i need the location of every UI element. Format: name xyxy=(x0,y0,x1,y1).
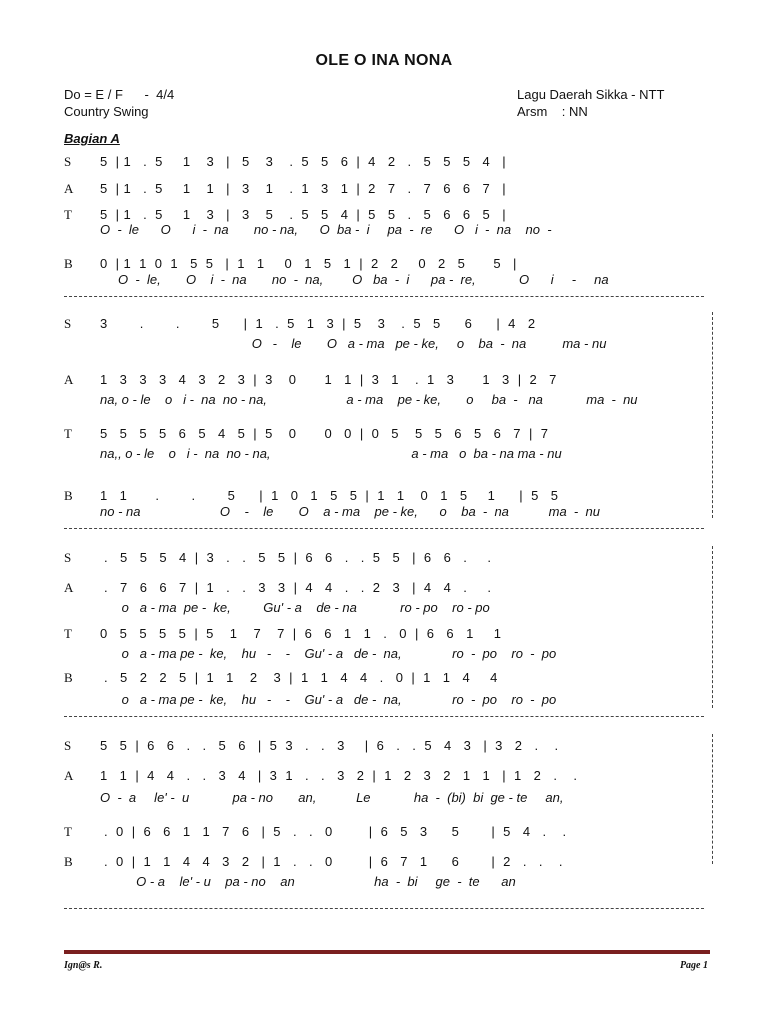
notes-row: 5 | 1 . 5 1 3 | 5 3 . 5 5 6 | 4 2 . 5 5 5 4 | xyxy=(100,154,506,169)
notes-row: . 7 6 6 7 | 1 . . 3 3 | 4 4 . . 2 3 | 4 4 . . xyxy=(100,580,492,595)
system-separator xyxy=(64,528,704,529)
style-label: Country Swing xyxy=(64,104,149,119)
notes-row: 3 . . 5 | 1 . 5 1 3 | 5 3 . 5 5 6 | 4 2 xyxy=(100,316,536,331)
part-label: T xyxy=(64,426,72,441)
part-label: A xyxy=(64,580,74,595)
meta-right xyxy=(517,86,664,120)
bar-continuation xyxy=(712,312,713,518)
arranger: Arsm : NN xyxy=(517,104,588,119)
part-label: S xyxy=(64,316,72,331)
meta-left xyxy=(64,86,174,120)
lyric-row: na, o - le o i - na no - na, a - ma pe - ke, o ba - na ma - nu xyxy=(100,392,638,407)
part-label: S xyxy=(64,738,72,753)
bar-continuation xyxy=(712,734,713,864)
part-label: B xyxy=(64,854,73,869)
footer-author: Ign@s R. xyxy=(64,960,103,971)
part-label: S xyxy=(64,154,72,169)
page-number: Page 1 xyxy=(679,960,708,971)
part-label: A xyxy=(64,768,74,783)
notes-row: . 5 5 5 4 | 3 . . 5 5 | 6 6 . . 5 5 | 6 6 . . xyxy=(100,550,492,565)
song-origin: Lagu Daerah Sikka - NTT xyxy=(517,87,665,102)
part-label: A xyxy=(64,181,74,196)
lyric-row: no - na O - le O a - ma pe - ke, o ba - na ma - nu xyxy=(100,504,600,519)
section-label: Bagian A xyxy=(64,131,120,146)
part-label: B xyxy=(64,256,73,271)
notes-row: 5 | 1 . 5 1 1 | 3 1 . 1 3 1 | 2 7 . 7 6 6 7 | xyxy=(100,181,506,196)
part-label: T xyxy=(64,824,72,839)
notes-row: 5 5 | 6 6 . . 5 6 | 5 3 . . 3 | 6 . . 5 4 3 | 3 2 . . xyxy=(100,738,559,753)
lyric-row: o a - ma pe - ke, hu - - Gu' - a de - na, ro - po ro - po xyxy=(100,692,557,707)
notes-row: 0 5 5 5 5 | 5 1 7 7 | 6 6 1 1 . 0 | 6 6 1 1 xyxy=(100,626,502,641)
lyric-row: O - le, O i - na no - na, O ba - i pa - re, O i - na xyxy=(100,272,609,287)
notes-row: 1 1 . . 5 | 1 0 1 5 5 | 1 1 0 1 5 1 | 5 5 xyxy=(100,488,559,503)
lyric-row: O - a le' - u pa - no an ha - bi ge - te an xyxy=(100,874,516,889)
system-separator xyxy=(64,908,704,909)
part-label: B xyxy=(64,488,73,503)
part-label: A xyxy=(64,372,74,387)
system-separator xyxy=(64,716,704,717)
song-title: OLE O INA NONA xyxy=(315,52,453,69)
notes-row: . 5 2 2 5 | 1 1 2 3 | 1 1 4 4 . 0 | 1 1 4 4 xyxy=(100,670,498,685)
notes-row: 5 5 5 5 6 5 4 5 | 5 0 0 0 | 0 5 5 5 6 5 6 7 | 7 xyxy=(100,426,549,441)
lyric-row: O - le O a - ma pe - ke, o ba - na ma - nu xyxy=(100,336,607,351)
notes-row: 0 | 1 1 0 1 5 5 | 1 1 0 1 5 1 | 2 2 0 2 5 5 | xyxy=(100,256,517,271)
notes-row: . 0 | 1 1 4 4 3 2 | 1 . . 0 | 6 7 1 6 | 2 . . . xyxy=(100,854,563,869)
notes-row: . 0 | 6 6 1 1 7 6 | 5 . . 0 | 6 5 3 5 | 5 4 . . xyxy=(100,824,567,839)
lyric-row: O - le O i - na no - na, O ba - i pa - re O i - na no - xyxy=(100,222,552,237)
part-label: B xyxy=(64,670,73,685)
part-label: T xyxy=(64,626,72,641)
bar-continuation xyxy=(712,546,713,708)
notes-row: 1 3 3 3 4 3 2 3 | 3 0 1 1 | 3 1 . 1 3 1 3 | 2 7 xyxy=(100,372,557,387)
lyric-row: na,, o - le o i - na no - na, a - ma o ba - na ma - nu xyxy=(100,446,562,461)
footer-rule xyxy=(64,950,710,954)
system-separator xyxy=(64,296,704,297)
key-signature: Do = E / F - 4/4 xyxy=(64,87,175,102)
part-label: T xyxy=(64,207,72,222)
notes-row: 1 1 | 4 4 . . 3 4 | 3 1 . . 3 2 | 1 2 3 2 1 1 | 1 2 . . xyxy=(100,768,578,783)
lyric-row: o a - ma pe - ke, hu - - Gu' - a de - na, ro - po ro - po xyxy=(100,646,557,661)
part-label: S xyxy=(64,550,72,565)
notes-row: 5 | 1 . 5 1 3 | 3 5 . 5 5 4 | 5 5 . 5 6 6 5 | xyxy=(100,207,506,222)
lyric-row: o a - ma pe - ke, Gu' - a de - na ro - po ro - po xyxy=(100,600,490,615)
lyric-row: O - a le' - u pa - no an, Le ha - (bi) bi ge - te an, xyxy=(100,790,564,805)
